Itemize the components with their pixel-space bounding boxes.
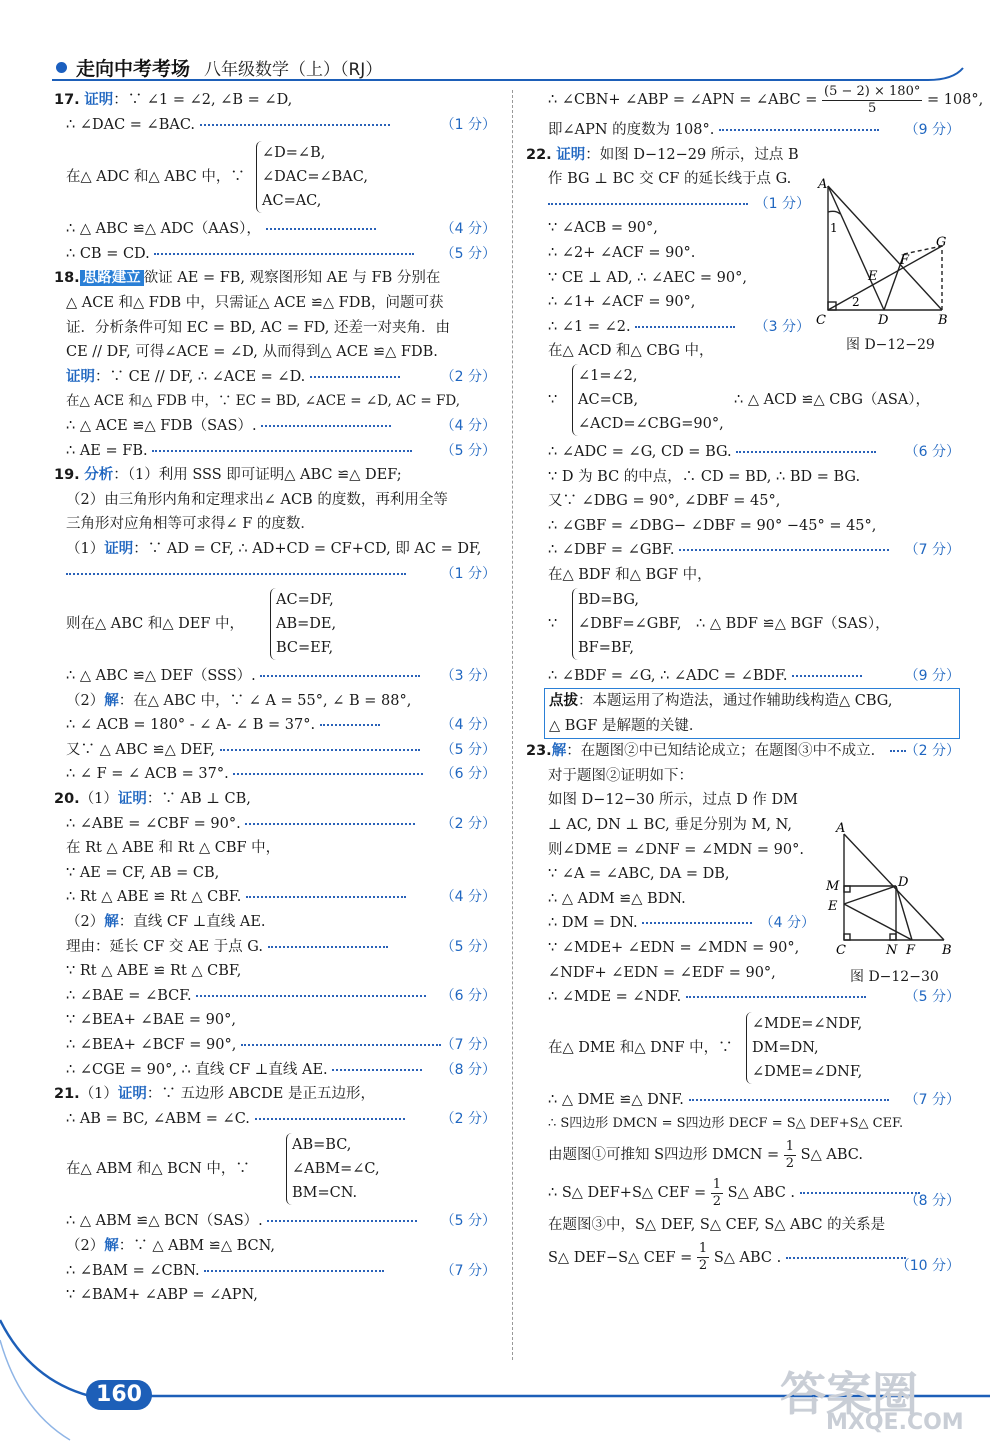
figure-d-12-30	[822, 820, 962, 960]
q19-line1: 19. 分析：（1）利用 SSS 即可证明△ ABC ≌△ DEF;	[54, 467, 402, 484]
q22-brace1	[572, 364, 724, 436]
q19-part1: （1）	[66, 540, 105, 557]
q20-text7: 理由：延长 CF 交 AE 于点 G.	[66, 938, 263, 955]
q23-text10: ∠NDF+ ∠EDN = ∠EDF = 90°,	[548, 964, 776, 981]
q22-eq3: ∠ACD=∠CBG=90°,	[578, 415, 724, 432]
q19-text2: （2）由三角形内角和定理求出∠ ACB 的度数，再利用全等	[66, 491, 448, 508]
q21-score2: （5 分）	[440, 1213, 496, 1230]
q17-brace	[256, 141, 368, 213]
q18-text6: 在△ ACE 和△ FDB 中，∵ EC = BD, ∠ACE = ∠D, AC = FD,	[66, 393, 461, 410]
q19-text9: ∴ ∠ F = ∠ ACB = 37°.	[66, 766, 229, 783]
q23-half3	[697, 1241, 709, 1274]
q18-keyword: 证明	[66, 368, 95, 385]
fig30-label-D: D	[898, 875, 909, 890]
fig29-caption: 图 D−12−29	[846, 337, 935, 353]
page-header	[48, 54, 958, 82]
q20-score5: （7 分）	[440, 1037, 496, 1053]
q23-text1: 在题图②中已知结论成立；在题图③中不成立．	[580, 743, 886, 760]
fig30-label-A: A	[836, 821, 846, 836]
q22-text1: 如图 D−12−29 所示，过点 B	[599, 146, 799, 163]
q23-text15b: S△ ABC .	[727, 1185, 796, 1201]
q22-pre: ∵	[548, 391, 558, 408]
q19-eq1: AC=DF,	[276, 592, 334, 609]
c21-line1	[548, 82, 984, 118]
q19-score3: （4 分）	[440, 717, 496, 734]
q17-eq3: AC=AC,	[262, 193, 322, 210]
q18-text3: 证．分析条件可知 EC = BD, AC = FD, 还差一对夹角．由	[66, 319, 450, 336]
q22-eq4: BD=BG,	[578, 591, 640, 608]
q23-text11: ∴ ∠MDE = ∠NDF.	[548, 989, 682, 1006]
q18-line7	[66, 414, 496, 439]
q21-text4: ∵ △ ABM ≌△ BCN,	[133, 1237, 275, 1254]
q23-half1	[784, 1139, 796, 1172]
c21-frac-num: (5 − 2) × 180°	[824, 83, 921, 99]
q20-score4: （6 分）	[440, 987, 496, 1004]
q19-line9	[66, 762, 496, 787]
fig29-label-A: A	[818, 177, 828, 192]
q19-eq2: AB=DE,	[276, 616, 337, 633]
q19-text5: ∴ △ ABC ≌△ DEF（SSS）.	[66, 668, 256, 685]
fig30-label-F: F	[906, 943, 916, 958]
q23-text5: 则∠DME = ∠DNF = ∠MDN = 90°.	[548, 841, 804, 858]
c21-text1: ∴ ∠CBN+ ∠ABP = ∠APN = ∠ABC =	[548, 92, 818, 108]
q23-eq2: DM=DN,	[752, 1039, 819, 1056]
q22-tip-line1	[549, 689, 955, 714]
q20-text10: ∵ ∠BEA+ ∠BAE = 90°,	[66, 1012, 236, 1029]
q22-text15: ∴ ∠BDF = ∠G, ∴ ∠ADC = ∠BDF.	[548, 667, 788, 684]
q19-brace	[270, 588, 336, 660]
q22-text3: ∵ ∠ACB = 90°,	[548, 220, 658, 237]
q23-eq1: ∠MDE=∠NDF,	[752, 1015, 863, 1032]
q23-score4: （7 分）	[904, 1091, 960, 1108]
q19-eq3: BC=EF,	[276, 640, 334, 657]
q22-pre2: ∵	[548, 615, 558, 632]
q23-line1: 23.解：在题图②中已知结论成立；在题图③中不成立． （2 分）	[526, 739, 960, 764]
q23-text3: 如图 D−12−30 所示，过点 D 作 DM	[548, 792, 798, 809]
q22-text6: ∴ ∠1+ ∠ACF = 90°,	[548, 294, 696, 311]
q20-text3: 在 Rt △ ABE 和 Rt △ CBF 中，	[66, 840, 281, 857]
q23-half1-den: 2	[785, 1155, 795, 1171]
q23-line12	[548, 1088, 960, 1113]
q18-number: 18.	[54, 270, 80, 287]
q20-text1: ∵ AB ⊥ CB,	[161, 791, 251, 808]
q17-line2	[66, 113, 496, 138]
q22-text8: 在△ ACD 和△ CBG 中，	[548, 343, 714, 360]
q23-text14b: S△ ABC.	[800, 1147, 863, 1163]
q20-keyword2: 解	[104, 914, 119, 931]
q18-score2: （4 分）	[440, 417, 496, 434]
q22-tip-box	[544, 688, 960, 739]
fig29-label-D: D	[878, 313, 889, 328]
q22-text4: ∴ ∠2+ ∠ACF = 90°.	[548, 244, 696, 261]
q23-line14	[548, 1137, 960, 1173]
q22-text14: 在△ BDF 和△ BGF 中，	[548, 566, 712, 583]
q23-score5: （8 分）	[904, 1193, 960, 1209]
q17-eq1: ∠D=∠B,	[262, 145, 326, 162]
q23-text2: 对于题图②证明如下：	[548, 767, 693, 784]
q20-part2: （2）	[66, 914, 105, 931]
q21-text6: ∵ ∠BAM+ ∠ABP = ∠APN,	[66, 1287, 258, 1304]
q23-text6: ∵ ∠A = ∠ABC, DA = DB,	[548, 866, 730, 883]
q22-text2: 作 BG ⊥ BC 交 CF 的延长线于点 G.	[548, 171, 792, 188]
q21-system	[66, 1133, 496, 1209]
q23-line17	[548, 1238, 960, 1278]
q20-line7	[66, 935, 496, 960]
q21-line2	[66, 1107, 496, 1132]
q17-line4	[66, 242, 496, 267]
q23-half3-num: 1	[698, 1241, 708, 1257]
q19-line7	[66, 713, 496, 738]
q21-text3: ∴ △ ABM ≌△ BCN（SAS）.	[66, 1213, 263, 1230]
q18-text8: ∴ AE = FB.	[66, 442, 148, 459]
q17-pre: 在△ ADC 和△ ABC 中，∵	[66, 169, 245, 186]
q20-score3: （5 分）	[440, 938, 496, 955]
q22-score5: （9 分）	[904, 667, 960, 684]
q20-text12: ∴ ∠CGE = 90°, ∴ 直线 CF ⊥直线 AE.	[66, 1061, 328, 1078]
q18-text2: △ ACE 和△ FDB 中，只需证△ ACE ≌△ FDB，问题可获	[66, 294, 444, 311]
q21-keyword2: 解	[104, 1237, 119, 1254]
q19-keyword: 分析	[84, 467, 114, 484]
q22-text11: 又∵ ∠DBG = 90°, ∠DBF = 45°,	[548, 493, 781, 510]
q19-pre: 则在△ ABC 和△ DEF 中，	[66, 616, 244, 633]
q17-text4: ∴ CB = CD.	[66, 245, 150, 262]
q22-eq5: ∠DBF=∠GBF,	[578, 615, 682, 632]
fig30-caption: 图 D−12−30	[850, 969, 939, 985]
figure-d-12-29	[812, 176, 962, 336]
q21-eq1: AB=BC,	[292, 1137, 352, 1154]
q20-line12	[66, 1058, 496, 1083]
q21-number: 21.	[54, 1086, 80, 1103]
fig29-label-C: C	[816, 313, 826, 328]
fig30-label-M: M	[826, 879, 840, 894]
q22-eq6: BF=BF,	[578, 639, 634, 656]
q17-score1: （1 分）	[440, 116, 496, 133]
series-title: 走向中考考场	[76, 58, 191, 80]
q21-eq3: BM=CN.	[292, 1185, 358, 1202]
q20-line11	[66, 1033, 496, 1058]
q17-eq2: ∠DAC=∠BAC,	[262, 169, 368, 186]
q21-pre: 在△ ABM 和△ BCN 中，∵	[66, 1161, 250, 1178]
q19-text7: ∴ ∠ ACB = 180° - ∠ A- ∠ B = 37°.	[66, 717, 316, 734]
q20-line9	[66, 984, 496, 1009]
fig29-label-E: E	[868, 269, 878, 284]
fig29-label-B: B	[938, 313, 948, 328]
q21-eq2: ∠ABM=∠C,	[292, 1161, 380, 1178]
q22-text10: ∵ D 为 BC 的中点，∴ CD = BD, ∴ BD = BG.	[548, 468, 861, 485]
q23-half2-den: 2	[712, 1193, 722, 1209]
q22-score3: （6 分）	[904, 443, 960, 460]
fig30-label-N: N	[886, 943, 898, 958]
q22-score2: （3 分）	[754, 318, 810, 335]
q23-half2	[711, 1177, 723, 1210]
q22-number: 22.	[526, 146, 552, 163]
q18-line8	[66, 439, 496, 464]
q23-score3: （5 分）	[904, 989, 960, 1006]
q17-keyword: 证明	[84, 92, 114, 108]
header-bullet-icon	[56, 62, 67, 73]
q23-text4: ⊥ AC, DN ⊥ BC, 垂足分别为 M, N,	[548, 817, 792, 834]
q22-score1: （1 分）	[754, 195, 810, 212]
q22-text12: ∴ ∠GBF = ∠DBG− ∠DBF = 90° −45° = 45°,	[548, 517, 877, 534]
c21-score1: （9 分）	[904, 122, 960, 138]
q22-eq2: AC=CB,	[578, 391, 639, 408]
q18-score3: （5 分）	[440, 442, 496, 459]
q21-keyword: 证明	[117, 1086, 147, 1103]
q22-brace2	[572, 588, 681, 660]
q19-text4: ∵ AD = CF, ∴ AD+CD = CF+CD, 即 AC = DF,	[147, 540, 482, 557]
q20-text8: ∵ Rt △ ABE ≌ Rt △ CBF,	[66, 963, 242, 980]
book-title: 八年级数学（上）（RJ）	[204, 60, 383, 80]
q23-text15a: ∴ S△ DEF+S△ CEF =	[548, 1185, 707, 1201]
q19-score1: （1 分）	[440, 565, 496, 582]
q20-line6: （2）解：直线 CF ⊥直线 AE.	[66, 914, 266, 931]
q23-text7: ∴ △ ADM ≌△ BDN.	[548, 890, 686, 907]
q22-text13: ∴ ∠DBF = ∠GBF.	[548, 542, 675, 559]
q23-half1-num: 1	[785, 1138, 795, 1154]
left-column	[54, 88, 496, 1308]
q23-half3-den: 2	[698, 1258, 708, 1274]
q19-line5	[66, 664, 496, 689]
q19-score5: （6 分）	[440, 766, 496, 783]
q23-text14a: 由题图①可推知 S四边形 DMCN =	[548, 1147, 780, 1163]
q23-pre: 在△ DME 和△ DNF 中，∵	[548, 1039, 733, 1056]
q23-line11	[548, 985, 960, 1010]
q23-text9: ∵ ∠MDE+ ∠EDN = ∠MDN = 90°,	[548, 940, 800, 957]
q23-text16: 在题图③中，S△ DEF, S△ CEF, S△ ABC 的关系是	[548, 1217, 886, 1233]
q21-line5	[66, 1259, 496, 1284]
q21-part2: （2）	[66, 1237, 105, 1254]
q21-score1: （2 分）	[440, 1110, 496, 1127]
q20-text6: 直线 CF ⊥直线 AE.	[133, 914, 266, 931]
q21-text5: ∴ ∠BAM = ∠CBN.	[66, 1262, 200, 1279]
q21-line1: 21.（1）证明：∵ 五边形 ABCDE 是正五边形，	[54, 1086, 375, 1103]
q21-part1: （1）	[79, 1086, 118, 1103]
fig30-label-C: C	[836, 943, 846, 958]
q23-text8: ∴ DM = DN.	[548, 915, 638, 932]
q23-line15	[548, 1173, 960, 1213]
q19-keyword2: 证明	[104, 540, 134, 557]
q19-text6: 在△ ABC 中，∵ ∠ A = 55°, ∠ B = 88°,	[133, 692, 412, 709]
q19-line6: （2）解：在△ ABC 中，∵ ∠ A = 55°, ∠ B = 88°,	[66, 692, 412, 709]
q23-keyword: 解	[551, 743, 567, 760]
q22-post2: ∴ △ BDF ≌△ BGF（SAS），	[696, 615, 890, 632]
q19-score4: （5 分）	[440, 741, 496, 758]
q18-line5: 证明：∵ CE // DF, ∴ ∠ACE = ∠D. （2 分）	[66, 365, 496, 390]
q21-line4: （2）解：∵ △ ABM ≌△ BCN,	[66, 1237, 275, 1254]
q20-text4: ∵ AE = CF, AB = CB,	[66, 864, 220, 881]
q17-score2: （4 分）	[440, 221, 496, 238]
column-divider	[512, 90, 513, 1360]
fig29-angle-2: 2	[852, 295, 860, 309]
q17-text2: ∴ ∠DAC = ∠BAC.	[66, 116, 196, 133]
q19-text8: 又∵ △ ABC ≌△ DEF,	[66, 741, 216, 758]
q22-system1	[548, 364, 960, 440]
q19-text3: 三角形对应角相等可求得∠ F 的度数．	[66, 516, 315, 533]
c21-frac-den: 5	[868, 100, 877, 116]
q17-text1: ∵ ∠1 = ∠2, ∠B = ∠D,	[127, 92, 293, 108]
q17-number: 17.	[54, 92, 80, 108]
c21-text2: 即∠APN 的度数为 108°.	[548, 122, 715, 138]
q21-line3	[66, 1209, 496, 1234]
q18-line1	[54, 266, 496, 291]
q22-text7: ∴ ∠1 = ∠2.	[548, 318, 631, 335]
fig29-angle-1: 1	[830, 221, 838, 235]
q17-system	[66, 141, 496, 217]
q22-tip-text2: △ BGF 是解题的关键．	[549, 717, 704, 734]
q22-text5: ∵ CE ⊥ AD, ∴ ∠AEC = 90°,	[548, 269, 747, 286]
q23-text13: ∴ S四边形 DMCN = S四边形 DECF = S△ DEF+S△ CEF.	[548, 1116, 904, 1132]
q20-line5	[66, 885, 496, 910]
q20-text5: ∴ Rt △ ABE ≌ Rt △ CBF.	[66, 889, 242, 906]
q17-text3: ∴ △ ABC ≌△ ADC（AAS），	[66, 221, 261, 238]
q23-score1: （2 分）	[904, 743, 960, 760]
q23-text12: ∴ △ DME ≌△ DNF.	[548, 1091, 684, 1108]
q18-text1: 欲证 AE = FB, 观察图形知 AE 与 FB 分别在	[143, 270, 441, 287]
c21-text1b: = 108°,	[926, 92, 984, 108]
q19-score2: （3 分）	[440, 668, 496, 685]
q20-score1: （2 分）	[440, 815, 496, 832]
fig29-label-G: G	[936, 235, 947, 250]
q22-tip-keyword: 点拔	[549, 693, 578, 710]
q20-score2: （4 分）	[440, 889, 496, 906]
q22-line9	[548, 440, 960, 465]
q20-keyword: 证明	[117, 791, 147, 808]
watermark-url: MXQE.COM	[826, 1410, 964, 1435]
q19-text1: （1）利用 SSS 即可证明△ ABC ≌△ DEF;	[127, 467, 402, 484]
q20-line1: 20.（1）证明：∵ AB ⊥ CB,	[54, 791, 251, 808]
q17-line3	[66, 217, 496, 242]
q23-text17b: S△ ABC .	[713, 1249, 782, 1266]
q18-text4: CE // DF, 可得∠ACE = ∠D, 从而得到△ ACE ≌△ FDB.	[66, 344, 438, 361]
page-number: 160	[86, 1380, 152, 1410]
q22-eq1: ∠1=∠2,	[578, 367, 638, 384]
q19-keyword3: 解	[104, 692, 119, 709]
q19-system	[66, 588, 496, 664]
c21-fraction	[822, 84, 922, 117]
q23-eq3: ∠DME=∠DNF,	[752, 1063, 863, 1080]
q20-part1: （1）	[79, 791, 118, 808]
fig29-label-F: F	[900, 253, 910, 268]
q19-line4: （1）证明：∵ AD = CF, ∴ AD+CD = CF+CD, 即 AC = DF,	[66, 540, 482, 557]
c21-line2	[548, 118, 960, 143]
q22-line15	[548, 664, 960, 689]
q23-half2-num: 1	[712, 1176, 722, 1192]
q23-score2: （4 分）	[759, 915, 815, 932]
q17-score3: （5 分）	[440, 245, 496, 262]
q22-tip-text1: ：本题运用了构造法，通过作辅助线构造△ CBG,	[578, 693, 893, 710]
q18-text7: ∴ △ ACE ≌△ FDB（SAS）.	[66, 417, 257, 434]
watermark-logo: 答案圈	[780, 1367, 918, 1421]
q20-number: 20.	[54, 791, 80, 808]
q23-brace	[746, 1012, 862, 1084]
q22-system2	[548, 588, 960, 664]
q19-part2: （2）	[66, 692, 105, 709]
q23-number: 23.	[526, 743, 552, 760]
q22-line13	[548, 538, 960, 563]
q22-keyword: 证明	[556, 146, 586, 163]
q20-text9: ∴ ∠BAE = ∠BCF.	[66, 987, 192, 1004]
q21-brace	[286, 1133, 380, 1205]
q18-text5: ∵ CE // DF, ∴ ∠ACE = ∠D.	[109, 368, 306, 385]
q19-line8	[66, 738, 496, 763]
q22-line1: 22. 证明：如图 D−12−29 所示，过点 B	[526, 146, 799, 163]
q20-text11: ∴ ∠BEA+ ∠BCF = 90°,	[66, 1037, 237, 1053]
q20-score6: （8 分）	[440, 1061, 496, 1078]
q17-line1: 17. 证明：∵ ∠1 = ∠2, ∠B = ∠D,	[54, 92, 293, 108]
q18-score1: （2 分）	[440, 368, 496, 385]
q21-text1: ∵ 五边形 ABCDE 是正五边形，	[161, 1086, 375, 1103]
q22-text9: ∴ ∠ADC = ∠G, CD = BG.	[548, 443, 732, 460]
q23-score6: （10 分）	[895, 1257, 960, 1274]
q22-post1: ∴ △ ACD ≌△ CBG（ASA），	[734, 391, 931, 408]
q23-text17a: S△ DEF−S△ CEF =	[548, 1249, 693, 1266]
q20-text2: ∴ ∠ABE = ∠CBF = 90°.	[66, 815, 241, 832]
q21-score3: （7 分）	[440, 1262, 496, 1279]
fig30-label-E: E	[828, 899, 838, 914]
q23-system	[548, 1012, 960, 1088]
q22-score4: （7 分）	[904, 542, 960, 559]
q19-number: 19.	[54, 467, 80, 484]
q18-tag: 思路建立	[80, 270, 144, 286]
fig30-label-B: B	[942, 943, 952, 958]
q21-text2: ∴ AB = BC, ∠ABM = ∠C.	[66, 1110, 250, 1127]
q20-line2	[66, 812, 496, 837]
q19-line4b	[66, 562, 496, 587]
